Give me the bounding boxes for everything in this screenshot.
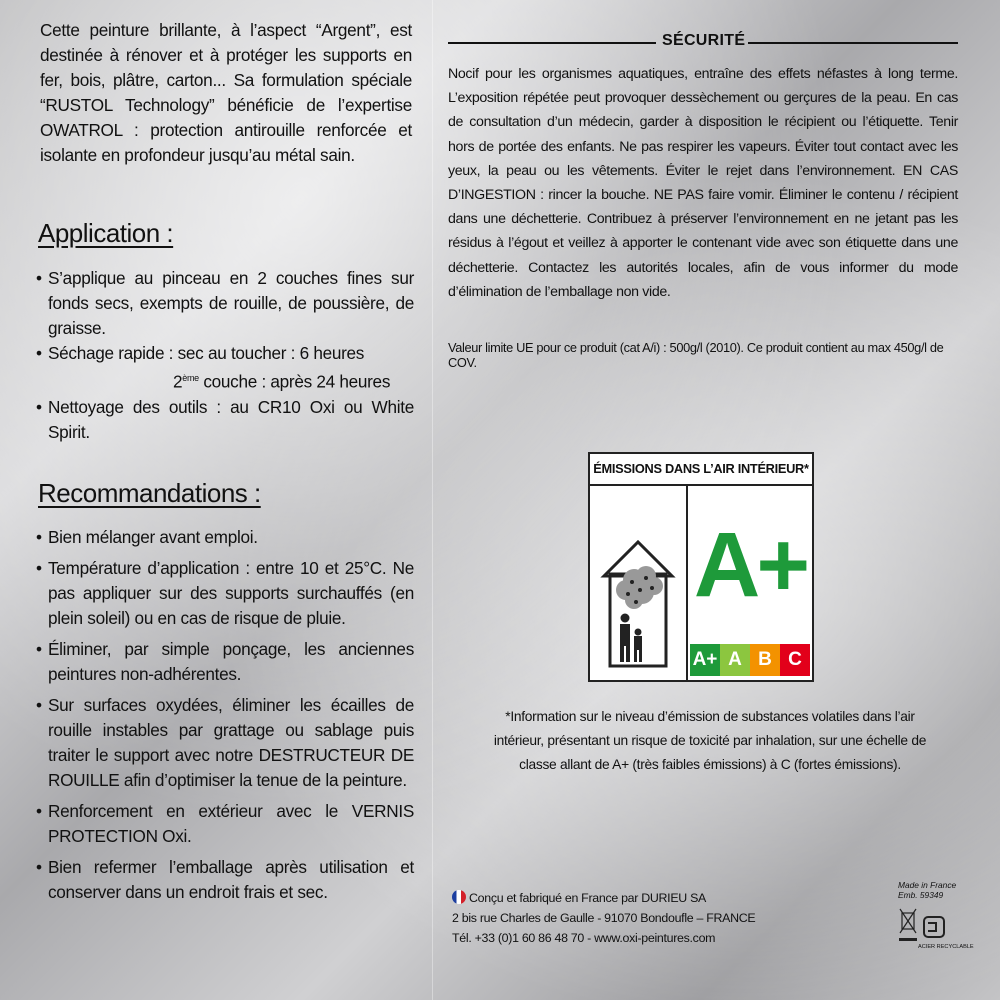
house-icon xyxy=(590,486,688,680)
emissions-scale xyxy=(690,644,810,676)
divider xyxy=(748,42,958,44)
manufacturer-line3: Tél. +33 (0)1 60 86 48 70 - www.oxi-peintures.com xyxy=(452,931,716,945)
drying-text: Séchage rapide : sec au toucher : 6 heures xyxy=(48,343,365,363)
intro-text: Cette peinture brillante, à l’aspect “Argent”, est destinée à rénover et à protéger les supports en fer, bois, plâtre, carton... Sa formulation spéciale “RUSTOL Technology” bénéficie de l’expertise OWATROL : protection antirouille renforcée et isolante en profondeur jusqu’au métal sain. xyxy=(40,20,412,165)
list-item: • Bien mélanger avant emploi. xyxy=(36,525,414,550)
second-coat-text: couche : après 24 heures xyxy=(198,371,391,392)
manufacturer-line2: 2 bis rue Charles de Gaulle - 91070 Bondoufle – FRANCE xyxy=(452,911,756,925)
second-coat-sup: ème xyxy=(182,373,199,383)
made-in-block xyxy=(898,880,956,900)
application-heading: Application : xyxy=(38,218,174,248)
divider xyxy=(448,42,656,44)
list-item xyxy=(36,341,414,395)
list-item: • Sur surfaces oxydées, éliminer les écailles de rouille instables par grattage ou sablage puis traiter le support avec notre DESTRUCTEUR DE ROUILLE afin d’optimiser la tenue de la peinture. xyxy=(36,693,414,793)
manufacturer-name: Conçu et fabriqué en France par DURIEU SA xyxy=(469,891,707,905)
france-flag-icon xyxy=(452,890,466,904)
application-list xyxy=(36,266,414,445)
made-in-text: Made in France xyxy=(898,880,957,890)
list-item: • Éliminer, par simple ponçage, les anciennes peintures non-adhérentes. xyxy=(36,637,414,687)
list-item: • Nettoyage des outils : au CR10 Oxi ou White Spirit. xyxy=(36,395,414,445)
scale-a: A xyxy=(720,644,750,676)
list-item: • Température d’application : entre 10 et 25°C. Ne pas appliquer sur des supports surchauffés (en plein soleil) ou en cas de risque de pluie. xyxy=(36,556,414,631)
emissions-label xyxy=(588,452,814,682)
second-coat-number: 2 xyxy=(173,371,183,392)
scale-c: C xyxy=(780,644,810,676)
manufacturer-block xyxy=(452,888,755,948)
scale-aplus: A+ xyxy=(690,644,720,676)
manufacturer-line1 xyxy=(452,888,755,908)
securite-heading xyxy=(448,32,958,52)
cov-text: Valeur limite UE pour ce produit (cat A/i) : 500g/l (2010). Ce produit contient au max 450g/l de COV. xyxy=(448,340,944,370)
emb-text: Emb. 59349 xyxy=(898,890,944,900)
recommandations-heading: Recommandations : xyxy=(38,478,261,508)
recycle-text: ACIER RECYCLABLE xyxy=(918,944,974,950)
securite-title: SÉCURITÉ xyxy=(662,32,746,49)
list-item: • S’applique au pinceau en 2 couches fines sur fonds secs, exempts de rouille, de poussière, de graisse. xyxy=(36,266,414,341)
securite-text: Nocif pour les organismes aquatiques, entraîne des effets néfastes à long terme. L’exposition répétée peut provoquer dessèchement ou gerçures de la peau. En cas de consultation d’un médecin, garder à disposition le récipient ou l’étiquette. Tenir hors de portée des enfants. Ne pas respirer les vapeurs. Éviter tout contact avec les yeux, la peau ou les vêtements. Éviter le rejet dans l’environnement. EN CAS D’INGESTION : rincer la bouche. NE PAS faire vomir. Éliminer le contenu / récipient dans une déchetterie. Contribuez à préserver l’environnement en ne jetant pas les résidus à l’égout et veillez à apporter le contenant vide avec son étiquette dans une déchetterie. Contactez les autorités locales, afin de vous informer du mode d’élimination de l’emballage non vide. xyxy=(448,66,958,300)
second-coat-line xyxy=(48,366,414,395)
list-item: • Renforcement en extérieur avec le VERNIS PROTECTION Oxi. xyxy=(36,799,414,849)
emissions-info: *Information sur le niveau d’émission de substances volatiles dans l’air intérieur, présentant un risque de toxicité par inhalation, sur une échelle de classe allant de A+ (très faibles émissions) à C (fortes émissions). xyxy=(493,709,927,772)
emissions-grade: A+ xyxy=(693,514,807,616)
list-item: • Bien refermer l’emballage après utilisation et conserver dans un endroit frais et sec. xyxy=(36,855,414,905)
recommandations-list xyxy=(36,525,414,911)
scale-b: B xyxy=(750,644,780,676)
emissions-label-title: ÉMISSIONS DANS L’AIR INTÉRIEUR* xyxy=(590,454,812,486)
